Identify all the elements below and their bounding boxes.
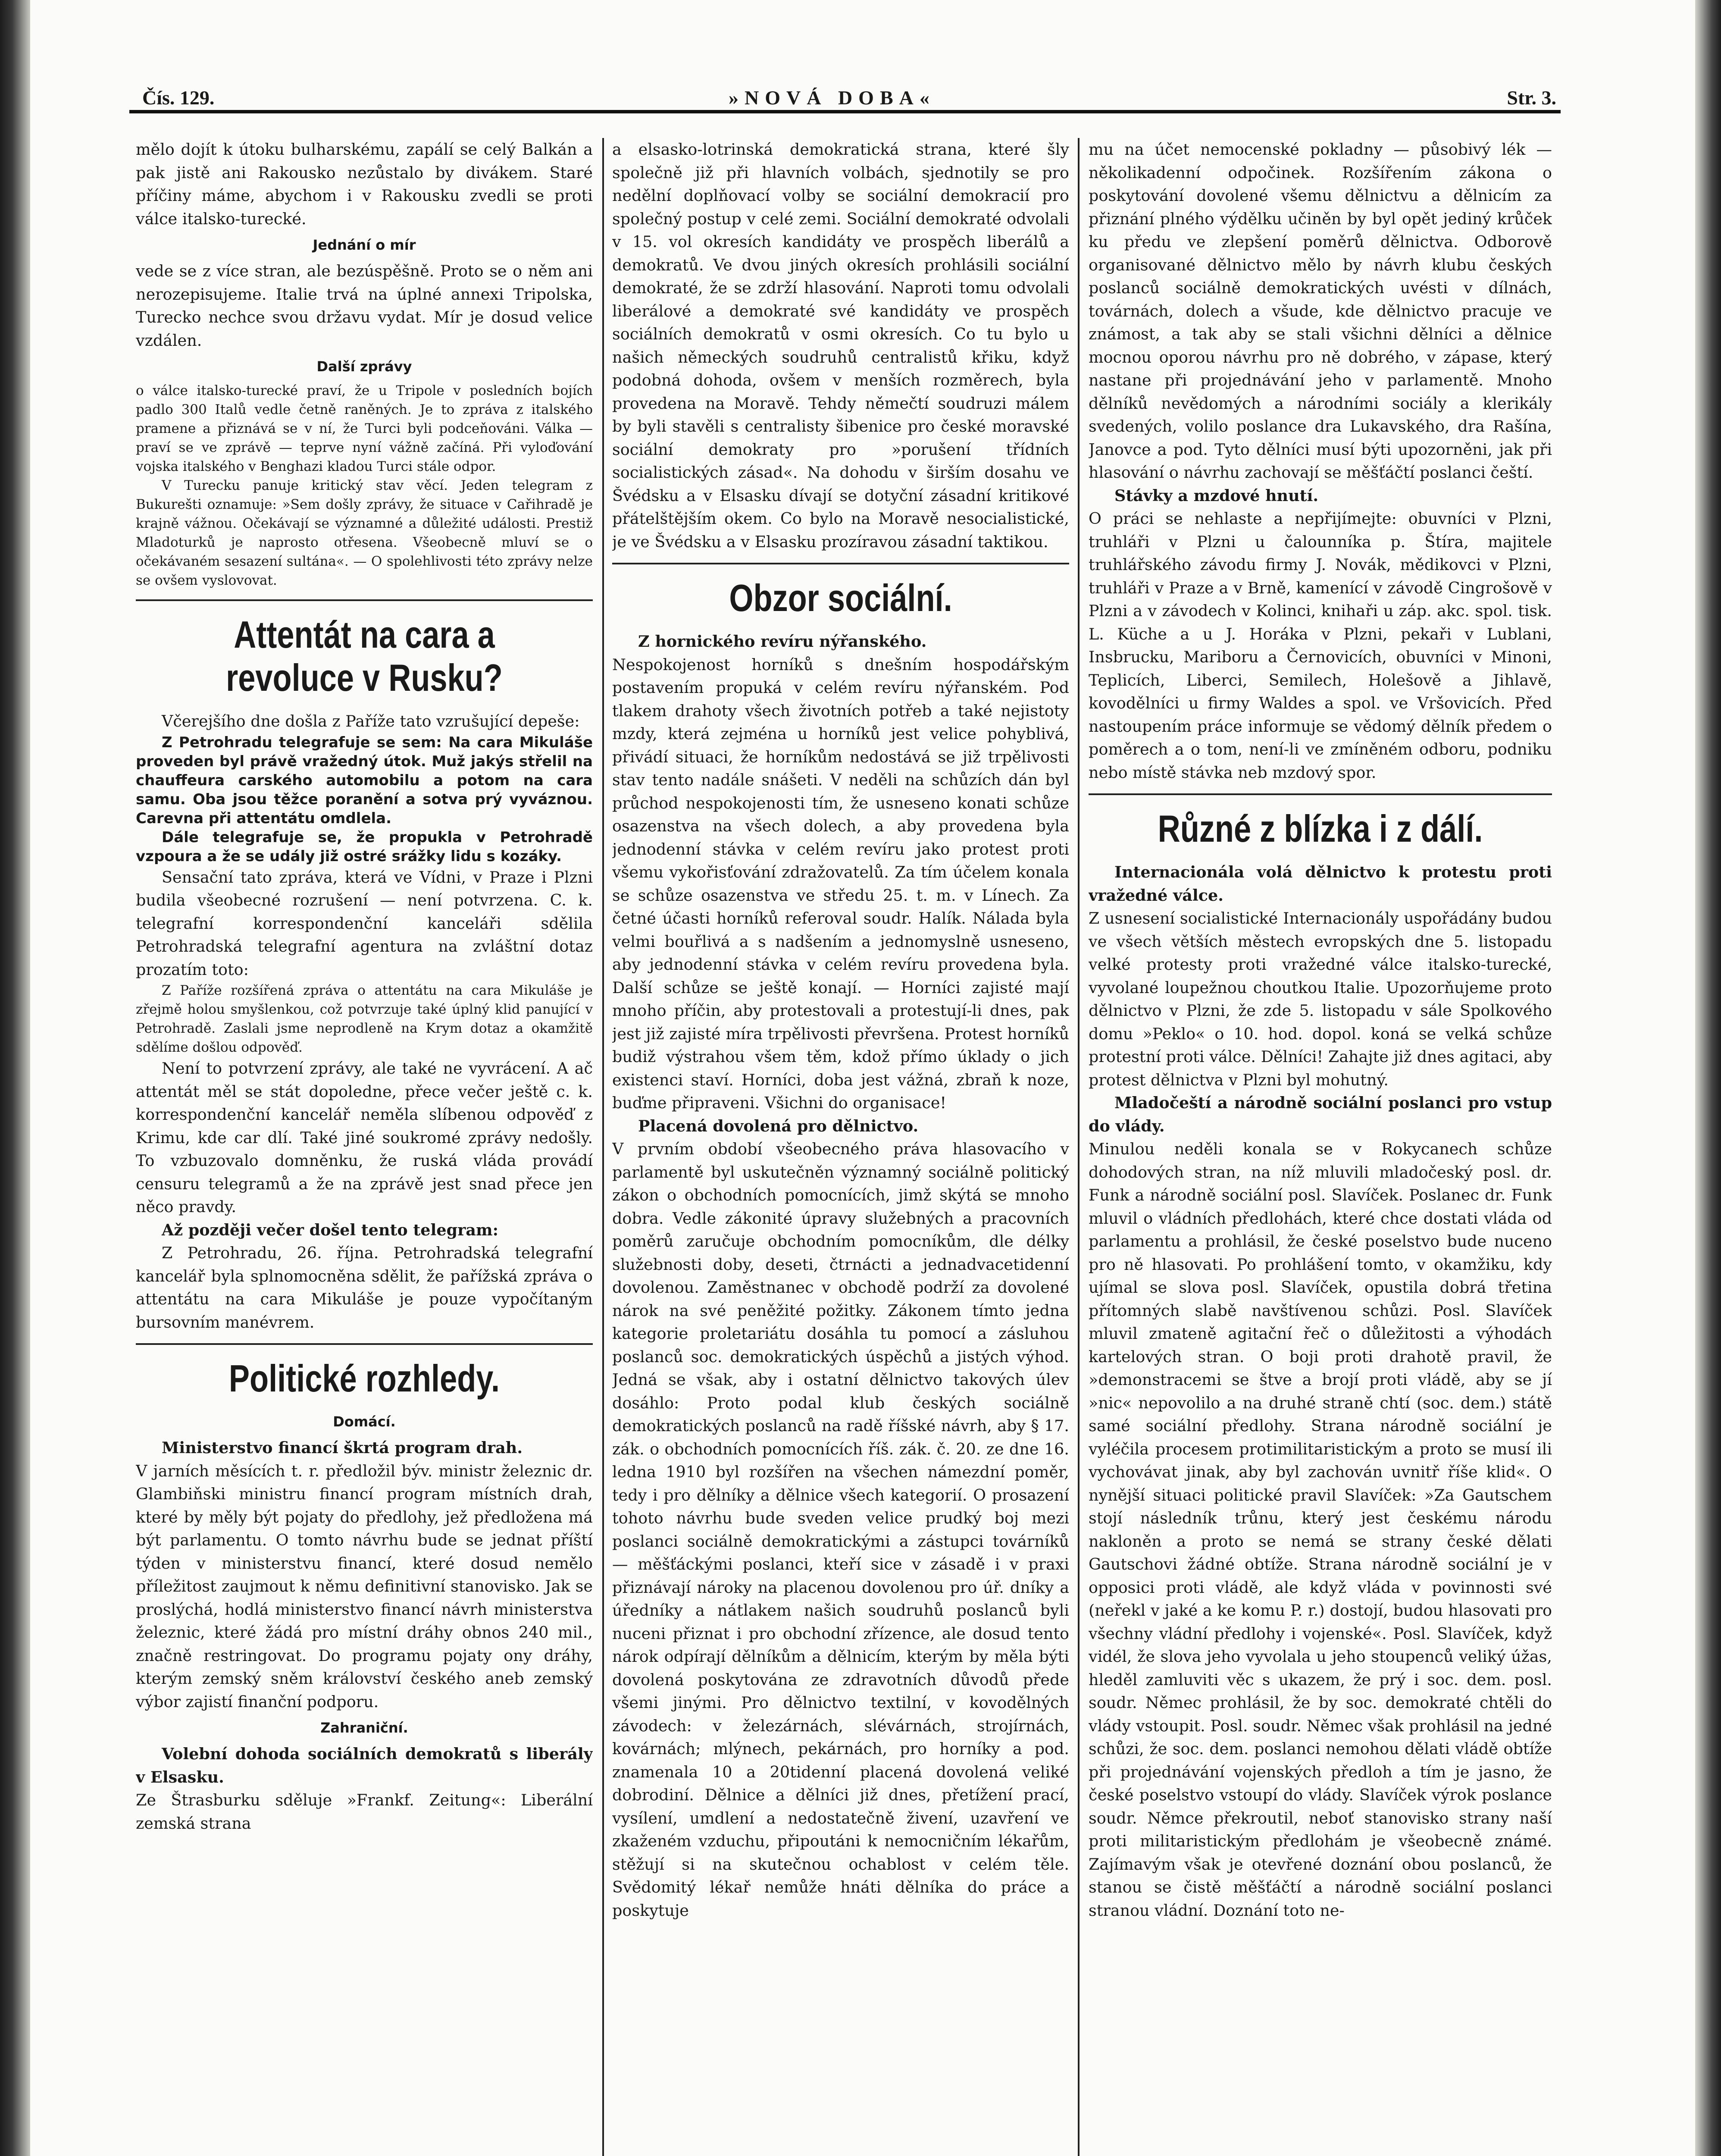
article-text: O práci se nehlaste a nepřijímejte: obuvníci v Plzni, truhláři v Plzni u čalounníka p. Štíra, majitele truhlářského závodu firmy J. Novák, mědikovci v Plzni, truhláři v Praze a v Brně, kamenící v závodě Cingrošově v Plzni a v závodech v Kolinci, knihaři u záp. akc. spol. tisk. L. Küche a u J. Horáka v Plzni, pekaři v Lublani, Insbrucku, Mariboru a Černovicích, obuvníci v Minoni, Teplicích, Liberci, Semilech, Holešově a Jihlavě, kovodělníci u firmy Waldes a spol. ve Vršovicích. Před nastoupením práce informuje se vědomý dělník předem o poměrech a o tom, není-li ve zmíněném odboru, podniku nebo místě stávka neb mzdový spor. [1089,509,1552,782]
headline: Různé z blízka i z dálí. [1158,807,1483,850]
article-text: Dále telegrafuje se, že propukla v Petrohradě vzpoura a že se udály již ostré srážky lidu s kozáky. [136,828,593,865]
article-text: vede se z více stran, ale bezúspěšně. Proto se o něm ani nerozepisujeme. Italie trvá na úplné annexi Tripolska, Turecko nechce svou državu vydat. Mír je dosud velice vzdálen. [136,262,593,350]
headline: Attentát na cara a revoluce v Rusku? [226,613,503,699]
article-text: V jarních měsících t. r. předložil býv. ministr železnic dr. Glambiňski ministru financí program místních drah, které by měly být pojaty do předlohy, jež předložena má být parlamentu. O tomto návrhu bude se jednat příští týden v ministerstvu financí, které dosud nemělo příležitost zaujmout k němu definitivní stanovisko. Jak se proslýchá, hodlá ministerstvo financí návrh ministerstva železnic, které žádá pro místní dráhy obnos 240 mil., značně restringovat. Do programu pojaty ony dráhy, kterým zemský sněm království českého aneb zemský výbor zajistí finanční podporu. [136,1461,593,1711]
article-lead: Stávky a mzdové hnutí. [1114,486,1319,505]
article-text: Z Paříže rozšířená zpráva o attentátu na cara Mikuláše je zřejmě holou smyšlenkou, což potvrzuje také úplný klid panující v Petrohradě. Zaslali jsme neprodleně na Krym dotaz a okamžitě sdělíme došlou odpověď. [136,983,593,1055]
article-lead: Mladočeští a národně sociální poslanci pro vstup do vlády. [1089,1094,1552,1135]
article-text: Minulou neděli konala se v Rokycanech schůze dohodových stran, na níž mluvili mladočeský posl. dr. Funk a národně sociální posl. Slavíček. Poslanec dr. Funk mluvil o vládních předlohách, které chce dostati vláda od parlamentu a prohlásil, že české poselstvo bude nuceno pro ně hlasovati. Po prohlášení tomto, v okamžiku, kdy ujímal se slova posl. Slavíček, opustila dobrá třetina přítomných slabě navštívenou schůzi. Posl. Slavíček mluvil zmateně agitační řeč o důležitosti a výhodách kartelových stran. O boji proti drahotě pravil, že »demonstracemi se štve a brojí proti vládě, aby se jí »nic« nepovolilo a na druhé straně chtí (soc. dem.) státě samé sociální předlohy. Strana národně sociální je vyléčila procesem protimilitaristickým a proto se musí ili vychovávat jinak, aby byl zachován uvnitř říše klid«. O nynější situaci politické pravil Slavíček: »Za Gautschem stojí následník trůnu, který jest českému národu nakloněn a proto se nemá se strany české dělati Gautschovi žádné obtíže. Strana národně sociální je v opposici proti vládě, ale když vláda v povinnosti své (neřekl v jaké a ke komu P. r.) dostojí, budou hlasovati pro všechny vládní předlohy i vojenské«. Posl. Slavíček, když vidél, že slova jeho vyvolala u jeho stoupenců veliký úžas, hleděl zamluviti věc s ukazem, že prý i soc. dem. posl. soudr. Němec prohlásil, že by soc. demokraté chtěli do vlády vstoupit. Posl. soudr. Němec však prohlásil na jedné schůzi, že soc. dem. poslanci nemohou dělati vládě obtíže při projednávání vojenských předloh a tím je jasno, že české poselstvo vstoupí do vlády. Slavíček výrok poslance soudr. Němce překroutil, neboť stanovisko strany naší proti militaristickým předlohám je všeobecně známé. Zajímavým však je otevřené doznání obou poslanců, že stanou se čistě měšťáčtí a národně sociální poslanci stranou vládní. Doznání toto ne- [1089,1140,1552,1920]
column-3 [1089,138,1552,2156]
article-text: Z usnesení socialistické Internacionály uspořádány budou ve všech větších městech evropských dne 5. listopadu velké protesty proti vražedné válce italsko-turecké, vyvolané loupežnou choutkou Italie. Upozorňujeme proto dělnictvo v Plzni, že zde 5. listopadu v sále Spolkového domu »Peklo« o 10. hod. dopol. koná se velká schůze protestní proti válce. Dělníci! Zahajte již dnes agitaci, aby protest dělnictva v Plzni byl mohutný. [1089,909,1552,1089]
article-text: Nespokojenost horníků s dnešním hospodářským postavením propuká v celém revíru nýřanském. Pod tlakem drahoty všech životních potřeb a také nejistoty mzdy, která zejména u horníků jest velice pohyblivá, přivádí situaci, že horníkům nedostává se již trpělivosti stav tento nadále snášeti. V neděli na schůzích dán byl průchod nespokojenosti tím, že usneseno konati schůze osazenstva na všech dolech, a aby provedena byla jednodenní stávka v celém revíru jako protest proti všemu vykořisťování zdražovatelů. Za tím účelem konala se schůze osazenstva ve středu 25. t. m. v Línech. Za četné účasti horníků referoval soudr. Halík. Nálada byla velmi bouřlivá a s nadšením a jednomyslně usneseno, aby jednodenní stávka v celém revíru provedena byla. Další schůze se ještě konají. — Horníci zajisté mají mnoho příčin, aby protestovali a protestují-li dnes, pak jest již zajisté míra trpělivosti převršena. Protest horníků budiž výstrahou všem těm, kdož přímo úklady o jich existenci staví. Horníci, doba jest vážná, zbraň k noze, buďme připraveni. Všichni do organisace! [612,655,1069,1112]
column-rule-1 [602,138,604,2156]
subheading: Domácí. [333,1413,396,1430]
headline: Obzor sociální. [729,577,952,619]
article-lead: Placená dovolená pro dělnictvo. [638,1116,919,1135]
scan-edge-left [0,0,30,2156]
subheading: Zahraniční. [320,1720,408,1736]
article-text: Sensační tato zpráva, která ve Vídni, v Praze i Plzni budila všeobecné rozrušení — není potvrzena. C. k. telegrafní korrespondenční kanceláři sdělila Petrohradská telegrafní agentura na zvláštní dotaz prozatím toto: [136,868,593,979]
column-1 [136,138,593,2156]
section-rule [1089,793,1552,795]
article-text: mělo dojít k útoku bulharskému, zapálí se celý Balkán a pak jistě ani Rakousko nezůstalo by divákem. Staré příčiny máme, abychom i v Rakousku zvedli se proti válce italsko-turecké. [136,140,593,228]
article-text: Včerejšího dne došla z Paříže tato vzrušující depeše: [162,712,580,730]
page-number: Str. 3. [1507,87,1556,109]
column-2 [612,138,1069,2156]
headline: Politické rozhledy. [228,1357,500,1400]
article-lead: Volební dohoda sociálních demokratů s liberály v Elsasku. [136,1745,593,1786]
issue-number: Čís. 129. [142,87,215,109]
article-text: a elsasko-lotrinská demokratická strana, které šly společně již při hlavních volbách, sjednotily se pro nedělní doplňovací volby se sociální demokracií pro společný postup v celé zemi. Sociální demokraté odvolali v 15. vol okresích kandidáty ve prospěch liberálů a demokratů. Ve dvou jiných okresích prohlásili sociální demokraté, že se zdrží hlasování. Naproti tomu odvolali liberálové a demokraté své kandidáty ve prospěch sociálních demokratů v osmi okresích. Co tu bylo u našich německých soudruhů centralistů křiku, když podobná dohoda, ovšem v menších rozměrech, byla provedena na Moravě. Tehdy němečtí soudruzi málem by byli stavěli s centralisty šibenice pro české moravské sociální demokraty pro »porušení třídních socialistických zásad«. Na dohodu v širším dosahu ve Švédsku a v Elsasku dívají se dotyční zásadní kritikové přátelštějším okem. Co bylo na Moravě nesocialistické, je ve Švédsku a v Elsasku prozíravou zásadní taktikou. [612,140,1069,551]
page-header [142,86,1556,112]
article-text: Až později večer došel tento telegram: [162,1220,499,1239]
article-text: V prvním období všeobecného práva hlasovacího v parlamentě byl uskutečněn významný sociálně politický zákon o obchodních pomocnících, jimž skýtá se mnoho dobra. Vedle zákonité úpravy služebných a pracovních poměrů zaručuje obchodním pomocníkům, dle délky služebnosti doby, deseti, čtrnácti a jednadvacetidenní dovolenou. Zaměstnanec v obchodě podrží za dovolené nárok na své peněžité požitky. Zákonem tímto jedna kategorie proletariátu dosáhla tu pomocí a zásluhou poslanců soc. demokratických úspěchů a jistých výhod. Jedná se však, aby i ostatní dělnictvo takových úlev dosáhlo: Proto podal klub českých sociálně demokratických poslanců na radě říšské návrh, aby § 17. zák. o obchodních pomocnících říš. zák. č. 20. ze dne 16. ledna 1910 byl rozšířen na všechen námezdní poměr, tedy i pro dělníky a dělnice všech kategorií. O prosazení tohoto návrhu bude sveden velice prudký boj mezi poslanci sociálně demokratickými a zástupci továrníků — měšťáckými poslanci, kteří sice v zásadě i v praxi přiznávají nároky na placenou dovolenou pro úř. dníky a úředníky a nátlakem našich soudruhů poslanců byli nuceni přiznat i pro obchodní zřízence, ale dosud tento nárok odpírají dělníkům a dělnicím, kterým by měla býti dovolená poskytována ze zdravotních důvodů přede všemi jinými. Pro dělnictvo textilní, v kovodělných závodech: v železárnách, slévárnách, strojírnách, kovárnách; mlýnech, pekárnách, pro horníky a pod. znamenala 10 a 20tidenní placená dovolená veliké dobrodiní. Dělnice a dělníci již dnes, přetížení prací, vysílení, umdlení a nedostatečně živení, uzavření ve zkaženém vzduchu, připoutáni k nemocničním lékařům, stěžují si na skutečnou ochablost v celém těle. Svědomitý lékař nemůže hnáti dělníka do práce a poskytuje [612,1140,1069,1920]
section-rule [136,599,593,601]
masthead: »NOVÁ DOBA« [729,87,936,109]
article-text: o válce italsko-turecké praví, že u Tripole v posledních bojích padlo 300 Italů vedle četně raněných. Je to zpráva z italského pramene a přiznává se v ní, že Turci byli podceňováni. Válka — praví se ve zprávě — teprve nyní vážně začíná. Při vyloďování vojska italského v Benghazi kladou Turci stále odpor. [136,383,593,474]
article-lead: Z hornického revíru nýřanského. [638,632,927,651]
article-lead: Ministerstvo financí škrtá program drah. [162,1438,523,1457]
article-text: Z Petrohradu telegrafuje se sem: Na cara Mikuláše proveden byl právě vražedný útok. Muž jakýs střelil na chauffeura carského automobilu a potom na cara samu. Oba jsou těžce poranění a sotva prý vyváznou. Carevna při attentátu omdlela. [136,733,593,827]
column-rule-2 [1078,138,1080,2156]
article-text: Ze Štrasburku sděluje »Frankf. Zeitung«: Liberální zemská strana [136,1791,593,1833]
subheading: Jednání o mír [313,237,416,253]
article-text: mu na účet nemocenské pokladny — působivý lék — několikadenní odpočinek. Rozšířením zákona o poskytování dovolené všemu dělnictvu a dělnicím za přiznání plného výdělku učiněn by byl opět jediný krůček ku předu ve zlepšení poměrů dělnictva. Odborově organisované dělnictvo mělo by návrh klubu českých poslanců sociálně demokratických uvésti v dílnách, továrnách, dolech a všude, kde dělnictvo pracuje ve známost, a tak aby se stali všichni dělníci a dělnice mocnou oporou návrhu pro ně dobrého, v zápase, který nastane při projednávání jeho v parlamentě. Mnoho dělníků nevědomých a národními sociály a klerikály svedených, volilo poslance dra Lukavského, dra Rašína, Janovce a pod. Tyto dělníci musí býti upozorněni, jak při hlasování o návrhu zachovají se měšťáčtí poslanci čeští. [1089,140,1552,482]
subheading: Další zprávy [316,358,412,375]
article-lead: Internacionála volá dělnictvo k protestu proti vražedné válce. [1089,863,1552,905]
section-rule [612,563,1069,564]
scan-edge-right [1695,0,1721,2156]
header-rule [129,110,1561,113]
section-rule [136,1343,593,1345]
article-text: Z Petrohradu, 26. října. Petrohradská telegrafní kancelář byla splnomocněna sdělit, že pařížská zpráva o attentátu na cara Mikuláše je pouze vypočítaným bursovním manévrem. [136,1244,593,1332]
article-text: Není to potvrzení zprávy, ale také ne vyvrácení. A ač attentát měl se stát dopoledne, přece večer ještě c. k. korrespondenční kancelář neměla slíbenou odpověď z Krimu, kde car dlí. Také jiné soukromé zprávy nedošly. To vzbuzovalo domněnku, že ruská vláda provádí censuru telegramů a že na zprávě jest snad přece jen něco pravdy. [136,1059,593,1216]
article-text: V Turecku panuje kritický stav věcí. Jeden telegram z Bukurešti oznamuje: »Sem došly zprávy, že situace v Cařihradě je krajně vážnou. Očekávají se významné a důležité události. Prestiž Mladoturků je naprosto otřesena. Všeobecně mluví se o očekávaném sesazení sultána«. — O spolehlivosti této zprávy nelze se ovšem vyslovovat. [136,478,593,588]
